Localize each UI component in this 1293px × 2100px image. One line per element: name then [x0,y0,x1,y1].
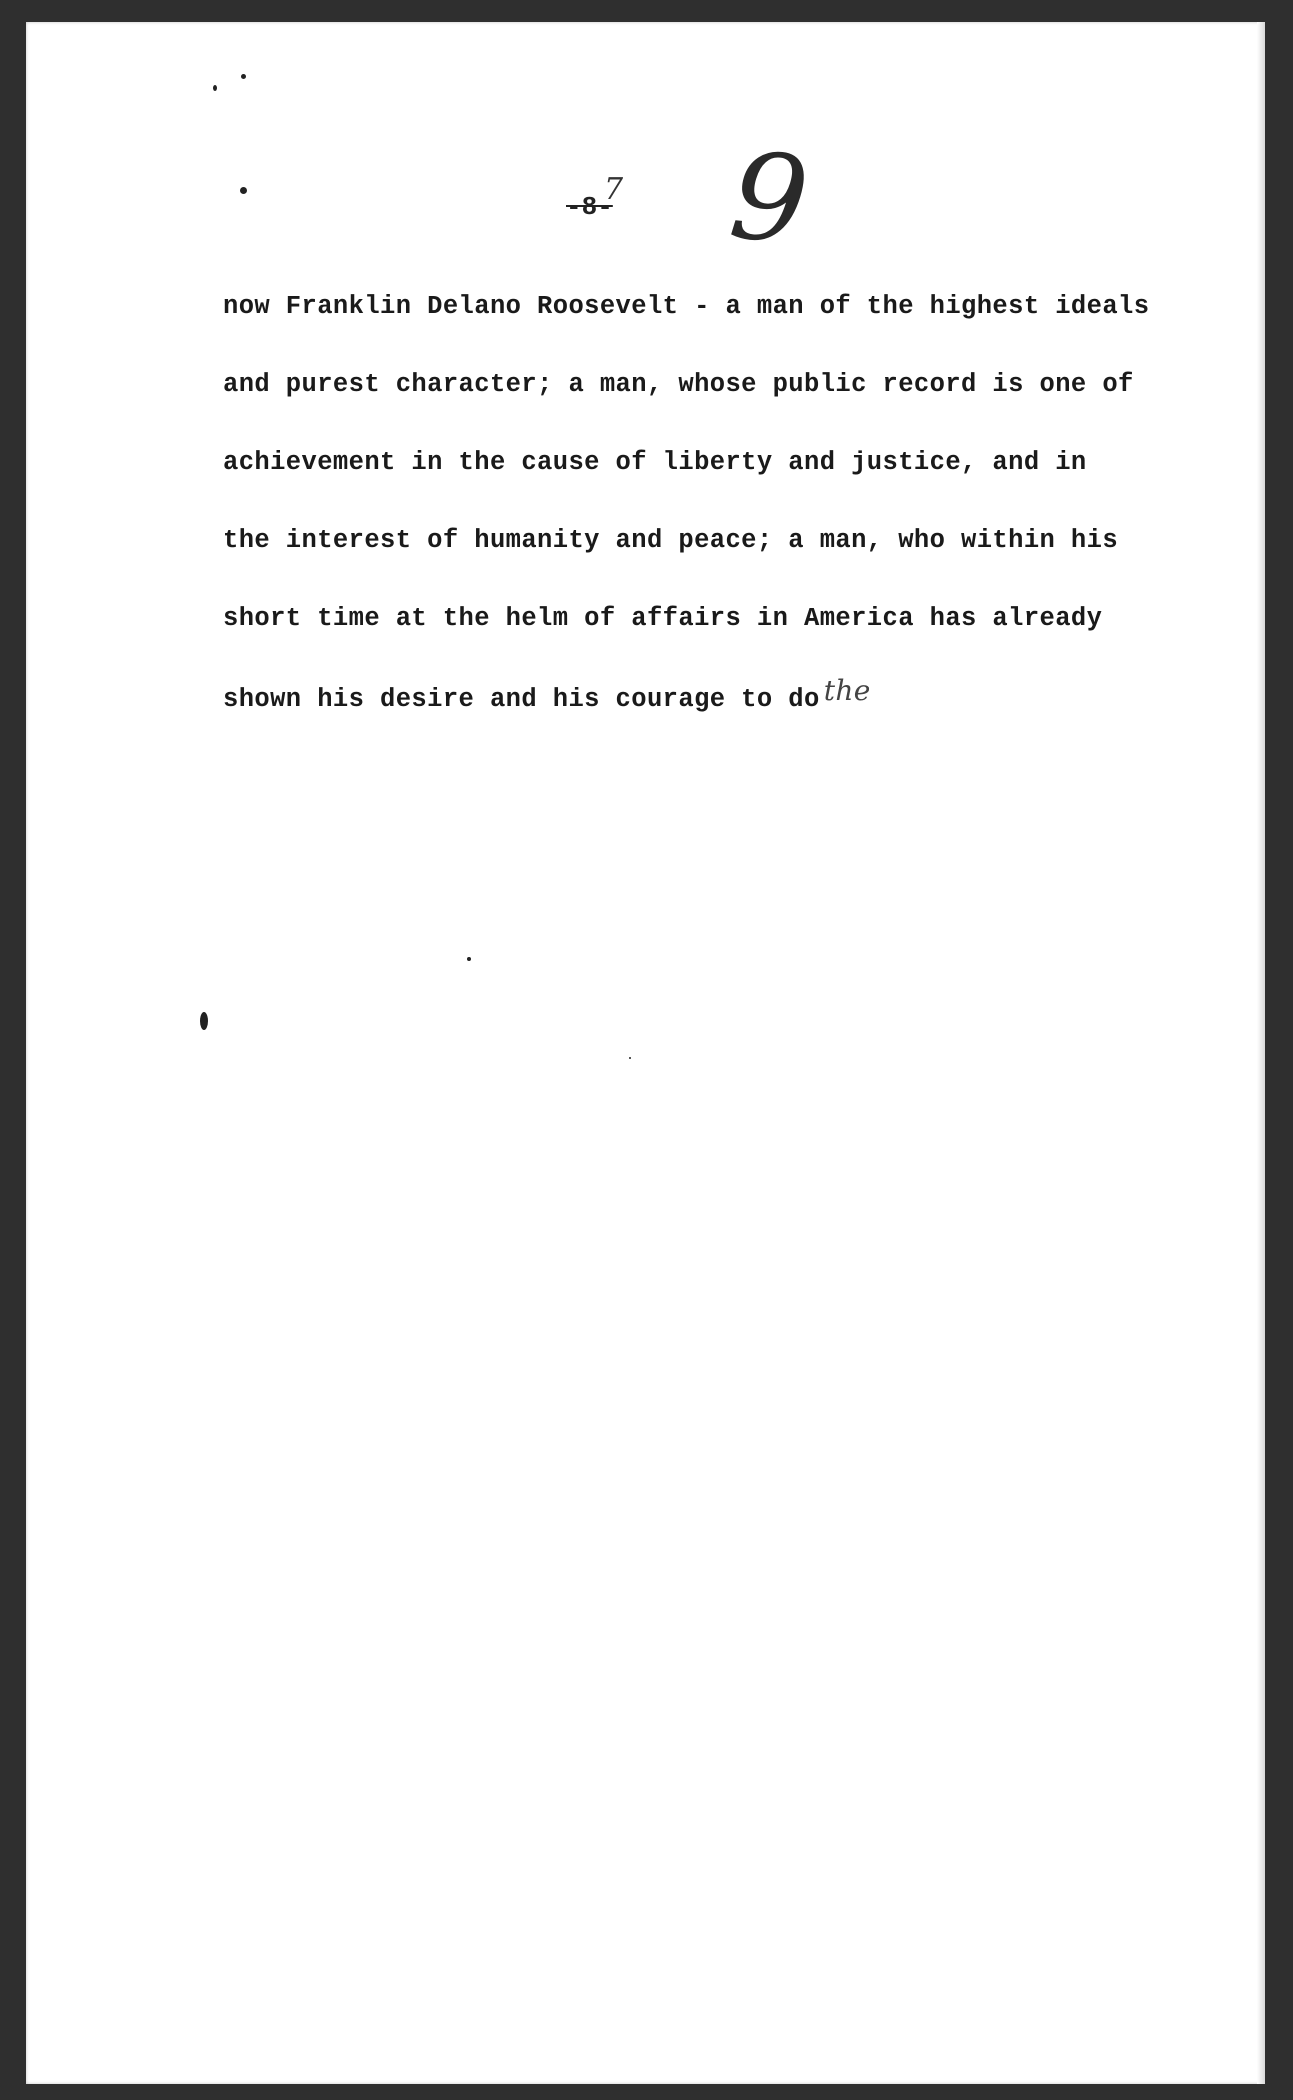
scan-speck [200,1012,208,1030]
scan-speck [467,957,471,961]
text-line-5: short time at the helm of affairs in America has already [223,604,1103,633]
scan-speck [629,1057,631,1059]
text-line-3: achievement in the cause of liberty and justice, and in [223,448,1087,477]
text-line-6 [223,674,1183,752]
text-line-4: the interest of humanity and peace; a man, who within his [223,526,1119,555]
text-line-6-typed: shown his desire and his courage to do [223,685,820,714]
page-number-text: -8- [566,192,613,222]
typed-body-text [223,284,1183,752]
scan-speck [240,187,247,194]
scan-speck [241,74,246,79]
handwritten-correction: 7 [604,172,624,207]
scan-speck [213,85,217,91]
paper-edge [1257,22,1265,2084]
typed-page-number [566,192,613,222]
paper-sheet [26,22,1265,2084]
handwritten-insert: the [823,674,871,707]
handwritten-page-number: 9 [723,126,815,273]
text-line-1: now Franklin Delano Roosevelt - a man of the highest ideals [223,292,1150,321]
text-line-2: and purest character; a man, whose public record is one of [223,370,1134,399]
